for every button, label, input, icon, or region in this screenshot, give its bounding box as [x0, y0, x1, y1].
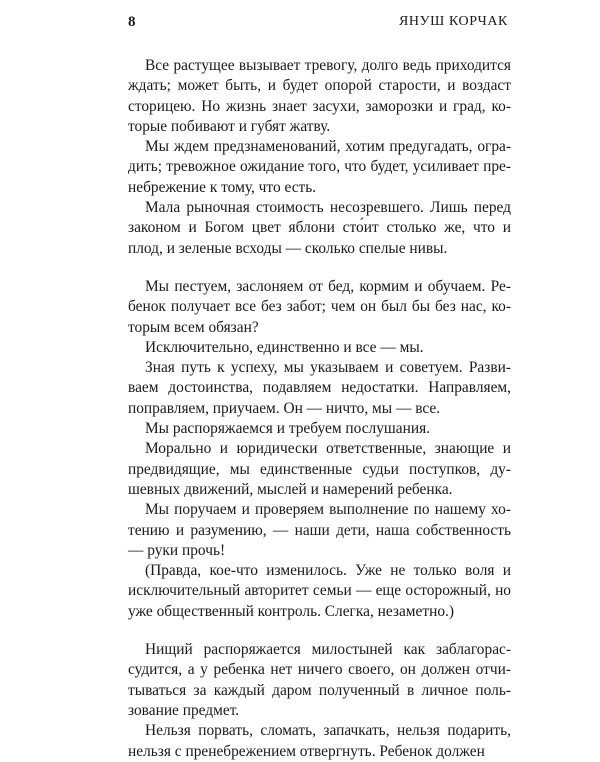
page-number: 8: [128, 14, 136, 30]
paragraph: Все растущее вызывает тревогу, долго ведь приходится ждать; может быть, и будет опорой старости, и воздаст сторицею. Но жизнь знает засухи, заморозки и град, которые побивают и губят жатву.: [128, 57, 511, 135]
paragraph: Мала рыночная стоимость несозревшего. Лишь перед законом и Богом цвет яблони сто́ит столько же, что и плод, и зеленые всходы — сколько спелые нивы.: [128, 199, 511, 257]
section-break: [128, 622, 511, 640]
paragraph: Мы поручаем и проверяем выполнение по нашему хотению и разумению, — наши дети, наша собственность — руки прочь!: [128, 501, 511, 559]
paragraph: Мы пестуем, заслоняем от бед, кормим и обучаем. Ребенок получает все без забот; чем он был бы без нас, которым всем обязан?: [128, 277, 511, 336]
section-break: [128, 259, 511, 277]
paragraph: Зная путь к успеху, мы указываем и советуем. Развиваем достоинства, подавляем недостатки. Направляем, поправляем, приучаем. Он — ничто, мы — все.: [128, 359, 511, 417]
paragraph: Мы ждем предзнаменований, хотим предугадать, оградить; тревожное ожидание того, что будет, усиливает пренебрежение к тому, что есть.: [128, 138, 511, 196]
paragraph: Нищий распоряжается милостыней как заблагорассудится, а у ребенка нет ничего своего, он должен отчитываться за каждый даром полученный в личное пользование предмет.: [128, 641, 511, 719]
paragraph: Мы распоряжаемся и требуем послушания.: [145, 420, 431, 438]
paragraph: Морально и юридически ответственные, знающие и предвидящие, мы единственные судьи поступков, душевных движений, мыслей и намерений ребенка.: [128, 440, 511, 498]
main-text: [128, 56, 511, 762]
paragraph: (Правда, кое-что изменилось. Уже не только воля и исключительный авторитет семьи — еще осторожный, но уже общественный контроль. Слегка, незаметно.): [128, 562, 511, 620]
running-head-author: ЯНУШ КОРЧАК: [398, 14, 508, 29]
paragraph: Нельзя порвать, сломать, запачкать, нельзя подарить, нельзя с пренебрежением отвергнуть. Ребенок должен: [128, 722, 511, 760]
page-header: [128, 14, 508, 36]
paragraph: Исключительно, единственно и все — мы.: [145, 338, 424, 356]
